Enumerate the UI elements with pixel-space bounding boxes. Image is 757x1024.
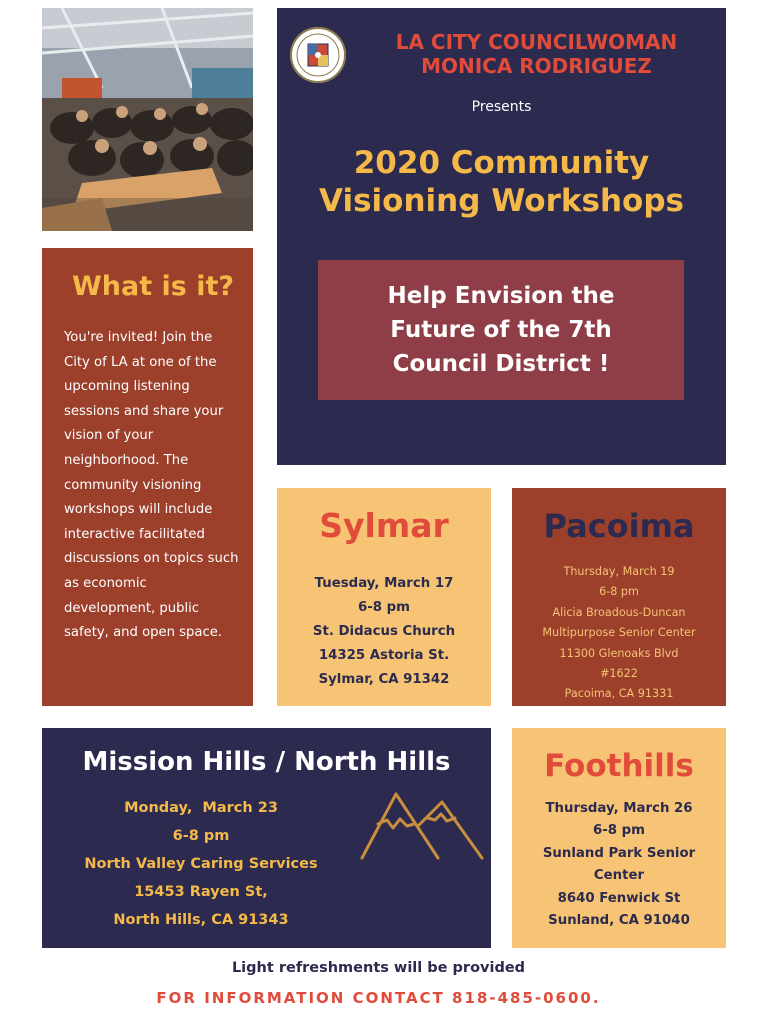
- pacoima-street: 11300 Glenoaks Blvd: [559, 646, 679, 660]
- mission-hills-heading: Mission Hills / North Hills: [82, 747, 451, 777]
- sylmar-time: 6-8 pm: [357, 600, 411, 615]
- what-is-it-body: You're invited! Join the City of LA at one of the upcoming listening sessions and share your vision of your neighborhood. The community visioning workshops will include interactive facilitated discussions on topics such as economic development, public safety, and open space.: [64, 330, 239, 641]
- tagline-box: [318, 260, 684, 400]
- mountain-icon: [360, 786, 484, 862]
- header-panel: [277, 8, 726, 465]
- foothills-date: Thursday, March 26: [545, 801, 693, 816]
- foothills-city: Sunland, CA 91040: [548, 913, 690, 929]
- what-is-it-heading: What is it?: [72, 271, 235, 302]
- council-title-line2: MONICA RODRIGUEZ: [421, 54, 652, 78]
- sylmar-city: Sylmar, CA 91342: [318, 672, 450, 687]
- mission-hills-card: [42, 728, 491, 948]
- audience-photo-illustration: [42, 8, 253, 231]
- event-photo: [42, 8, 253, 231]
- pacoima-card: [512, 488, 726, 706]
- foothills-venue-line2: Center: [593, 868, 645, 884]
- what-is-it-panel: [42, 248, 253, 706]
- pacoima-city: Pacoima, CA 91331: [564, 687, 674, 701]
- pacoima-venue-line2: Multipurpose Senior Center: [542, 626, 696, 640]
- event-title: [287, 144, 716, 220]
- mission-hills-street: 15453 Rayen St,: [134, 884, 268, 900]
- sylmar-card: [277, 488, 491, 706]
- sylmar-venue: St. Didacus Church: [312, 624, 456, 639]
- sylmar-street: 14325 Astoria St.: [318, 648, 450, 663]
- mission-hills-time: 6-8 pm: [172, 828, 230, 844]
- mission-hills-city: North Hills, CA 91343: [113, 912, 289, 928]
- foothills-street: 8640 Fenwick St: [557, 890, 681, 906]
- pacoima-date: Thursday, March 19: [563, 565, 675, 578]
- contact-info: FOR INFORMATION CONTACT 818-485-0600.: [156, 989, 601, 1007]
- event-title-line2: Visioning Workshops: [319, 183, 684, 219]
- sylmar-details: [277, 572, 491, 692]
- event-title-line1: 2020 Community: [353, 145, 650, 181]
- pacoima-venue-line1: Alicia Broadous-Duncan: [552, 605, 686, 619]
- pacoima-heading: Pacoima: [543, 507, 695, 545]
- sylmar-heading: Sylmar: [319, 506, 449, 545]
- pacoima-details: [512, 562, 726, 705]
- refreshments-note: Light refreshments will be provided: [231, 960, 526, 976]
- mission-hills-date: Monday, March 23: [124, 800, 278, 816]
- foothills-card: [512, 728, 726, 948]
- city-seal-icon: [289, 26, 347, 84]
- tagline-line2: Future of the 7th: [390, 317, 612, 343]
- foothills-details: [512, 798, 726, 932]
- pacoima-time: 6-8 pm: [599, 585, 639, 599]
- council-title: [355, 30, 718, 78]
- pacoima-suite: #1622: [600, 667, 638, 681]
- tagline-line1: Help Envision the: [387, 283, 615, 309]
- foothills-heading: Foothills: [544, 748, 694, 784]
- sylmar-date: Tuesday, March 17: [314, 576, 454, 591]
- presents-text: Presents: [471, 99, 532, 115]
- council-title-line1: LA CITY COUNCILWOMAN: [395, 30, 678, 54]
- foothills-time: 6-8 pm: [592, 823, 646, 839]
- foothills-venue-line1: Sunland Park Senior: [542, 845, 696, 861]
- mission-hills-details: [56, 794, 346, 934]
- tagline-line3: Council District !: [392, 351, 610, 377]
- mission-hills-venue: North Valley Caring Services: [84, 856, 318, 872]
